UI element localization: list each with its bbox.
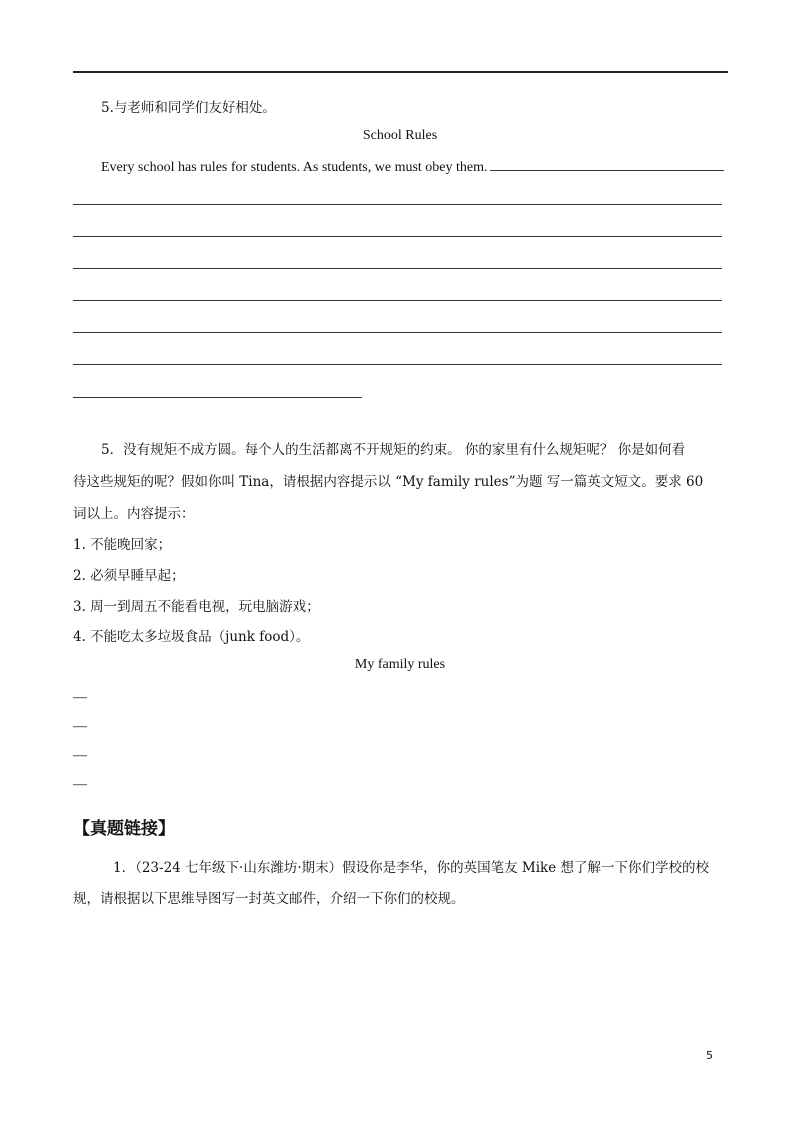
answer-dash[interactable]: — (73, 690, 87, 705)
page-number: 5 (706, 1049, 713, 1062)
essay-title-family-rules: My family rules (354, 657, 446, 672)
writing-line[interactable] (73, 268, 722, 269)
writing-line[interactable] (73, 300, 722, 301)
writing-line[interactable] (73, 364, 722, 365)
question-5-prompt-line2: 待这些规矩的呢？假如你叫 Tina，请根据内容提示以 “My family rules”为题 写一篇英文短文。要求 60 (73, 474, 704, 490)
header-rule (73, 71, 728, 73)
answer-blank[interactable] (490, 156, 724, 171)
question-5-prompt-line1: 5．没有规矩不成方圆。每个人的生活都离不开规矩的约束。 你的家里有什么规矩呢？ 你是如何看 (101, 442, 686, 458)
rule-item-5: 5.与老师和同学们友好相处。 (101, 100, 276, 116)
essay-opening (101, 156, 724, 178)
answer-dash[interactable]: — (73, 777, 87, 792)
answer-dash[interactable]: — (73, 719, 87, 734)
question-1-line1: 1．（23-24 七年级下·山东潍坊·期末）假设你是李华，你的英国笔友 Mike 想了解一下你们学校的校 (113, 860, 710, 876)
writing-line[interactable] (73, 236, 722, 237)
hint-item: 2. 必须早睡早起； (73, 568, 185, 584)
hint-item: 3. 周一到周五不能看电视，玩电脑游戏； (73, 599, 320, 615)
essay-title-school-rules: School Rules (362, 128, 438, 143)
answer-dash[interactable]: — (73, 748, 87, 763)
section-heading: 【真题链接】 (73, 819, 175, 839)
hint-item: 4. 不能吃太多垃圾食品（junk food）。 (73, 629, 310, 645)
writing-line[interactable] (73, 332, 722, 333)
question-1-line2: 规，请根据以下思维导图写一封英文邮件，介绍一下你们的校规。 (73, 891, 465, 907)
essay-opening-text: Every school has rules for students. As students, we must obey them. (101, 160, 488, 175)
writing-line[interactable] (73, 204, 722, 205)
hint-item: 1. 不能晚回家； (73, 537, 172, 553)
question-5-prompt-line3: 词以上。内容提示： (73, 506, 195, 522)
writing-line-short[interactable] (73, 397, 362, 398)
